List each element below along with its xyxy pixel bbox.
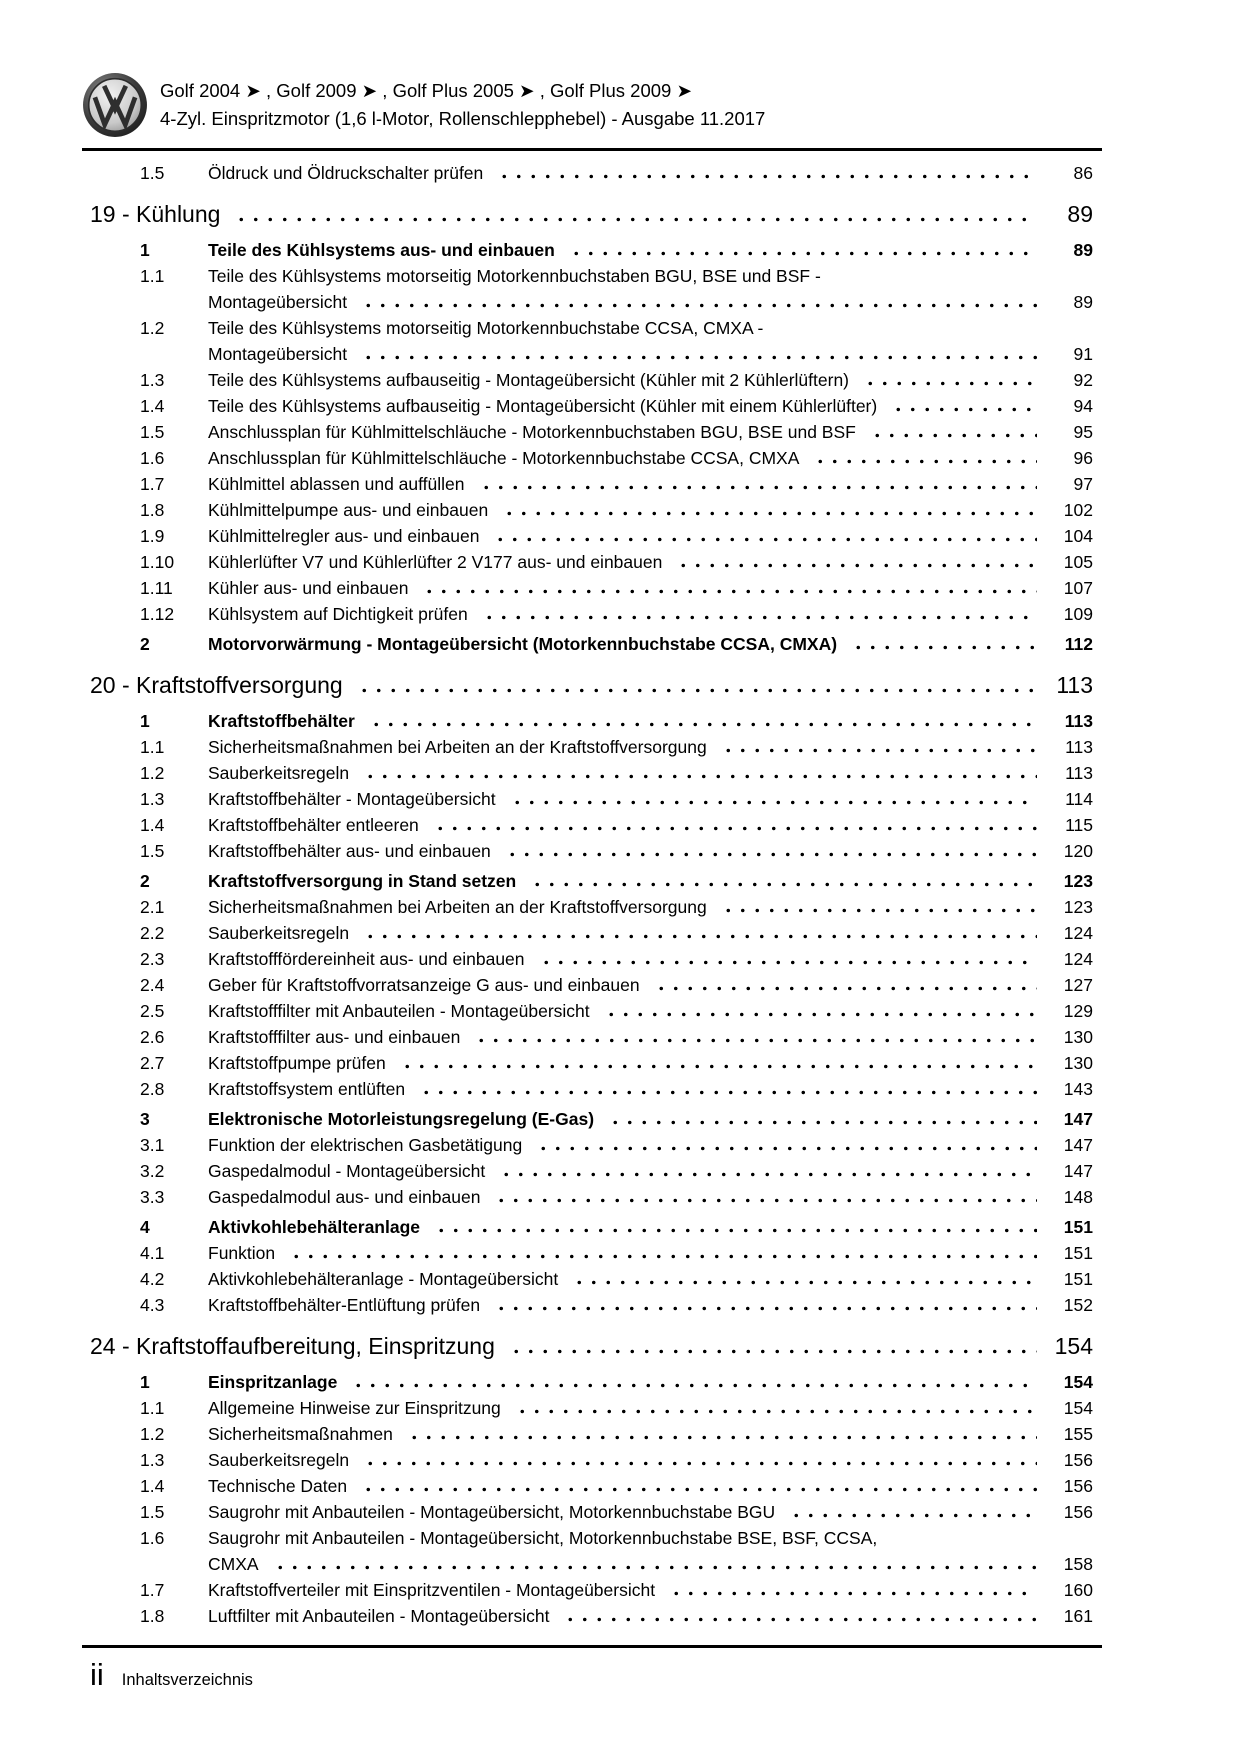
toc-page-number: 148 <box>1063 1187 1093 1207</box>
toc-entry <box>90 575 1093 601</box>
toc-entry-title: Sicherheitsmaßnahmen <box>208 1424 393 1444</box>
toc-entry-title: Kraftstoffpumpe prüfen <box>208 1053 386 1073</box>
toc-dot-leader <box>569 251 1037 256</box>
toc-entry-title: Kraftstoffbehälter entleeren <box>208 815 419 835</box>
toc-entry-continuation <box>90 289 1093 315</box>
toc-entry-number: 1.5 <box>140 163 165 183</box>
toc-dot-leader <box>539 960 1037 965</box>
toc-dot-leader <box>493 537 1037 542</box>
toc-entry-number: 1 <box>140 240 150 260</box>
toc-page-number: 152 <box>1063 1295 1093 1315</box>
toc-entry-title: Sicherheitsmaßnahmen bei Arbeiten an der Kraftstoffversorgung <box>208 737 707 757</box>
toc-dot-leader <box>434 1228 1037 1233</box>
toc-page-number: 109 <box>1063 604 1093 624</box>
toc-page-number: 113 <box>1065 763 1093 783</box>
toc-entry <box>90 734 1093 760</box>
toc-page-number: 86 <box>1073 163 1093 183</box>
toc-dot-leader <box>891 407 1037 412</box>
toc-entry-title: Allgemeine Hinweise zur Einspritzung <box>208 1398 501 1418</box>
toc-page-number: 123 <box>1063 897 1093 917</box>
toc-entry <box>90 199 1093 229</box>
toc-dot-leader <box>530 882 1037 887</box>
toc-entry-number: 2.3 <box>140 949 165 969</box>
toc-entry <box>90 998 1093 1024</box>
toc-dot-leader <box>789 1513 1037 1518</box>
toc-entry <box>90 1447 1093 1473</box>
toc-entry <box>90 1473 1093 1499</box>
toc-entry-title: Gaspedalmodul aus- und einbauen <box>208 1187 481 1207</box>
toc-entry-title: Gaspedalmodul - Montageübersicht <box>208 1161 486 1181</box>
toc-dot-leader <box>494 1198 1037 1203</box>
toc-entry <box>90 1158 1093 1184</box>
toc-entry <box>90 1050 1093 1076</box>
toc-entry-title: Saugrohr mit Anbauteilen - Montageübersicht, Motorkennbuchstabe BGU <box>208 1502 776 1522</box>
toc-entry <box>90 471 1093 497</box>
toc-page-number: 130 <box>1063 1027 1093 1047</box>
toc-dot-leader <box>361 303 1037 308</box>
toc-dot-leader <box>234 217 1037 222</box>
toc-entry-number: 2.8 <box>140 1079 165 1099</box>
toc-page-number: 151 <box>1063 1243 1093 1263</box>
page-header <box>82 72 1102 138</box>
toc-entry-title: Teile des Kühlsystems aufbauseitig - Montageübersicht (Kühler mit einem Kühlerlüfter) <box>208 396 878 416</box>
toc-entry <box>90 497 1093 523</box>
toc-entry <box>90 812 1093 838</box>
toc-entry-number: 1 <box>140 711 150 731</box>
toc-entry-title: Montageübersicht <box>208 292 348 312</box>
toc-entry-title: Geber für Kraftstoffvorratsanzeige G aus- und einbauen <box>208 975 640 995</box>
header-text <box>160 77 765 133</box>
toc-page-number: 147 <box>1063 1161 1093 1181</box>
toc-dot-leader <box>273 1565 1037 1570</box>
toc-page-number: 147 <box>1063 1135 1093 1155</box>
toc-page-number: 154 <box>1063 1398 1093 1418</box>
toc-page-number: 156 <box>1063 1476 1093 1496</box>
toc-dot-leader <box>369 722 1037 727</box>
toc-page-number: 124 <box>1063 949 1093 969</box>
toc-entry-number: 1.4 <box>140 815 165 835</box>
toc-entry-number: 2.7 <box>140 1053 165 1073</box>
toc-dot-leader <box>497 174 1037 179</box>
toc-dot-leader <box>363 774 1037 779</box>
toc-page-number: 91 <box>1073 344 1093 364</box>
toc-page-number: 154 <box>1054 1333 1093 1359</box>
toc-entry-title: Kühlsystem auf Dichtigkeit prüfen <box>208 604 468 624</box>
toc-dot-leader <box>482 615 1037 620</box>
toc-entry-title: Elektronische Motorleistungsregelung (E-Gas) <box>208 1109 595 1129</box>
toc-entry-number: 1.5 <box>140 422 165 442</box>
toc-page-number: 160 <box>1063 1580 1093 1600</box>
toc-dot-leader <box>851 645 1037 650</box>
toc-entry-number: 1.8 <box>140 500 165 520</box>
toc-entry <box>90 1214 1093 1240</box>
toc-page-number: 127 <box>1063 975 1093 995</box>
toc-dot-leader <box>419 1090 1037 1095</box>
toc-entry <box>90 263 1093 289</box>
toc-entry-number: 4.2 <box>140 1269 165 1289</box>
toc-page-number: 129 <box>1063 1001 1093 1021</box>
toc-dot-leader <box>505 852 1037 857</box>
toc-entry-title: Montageübersicht <box>208 344 348 364</box>
toc-page-number: 95 <box>1073 422 1093 442</box>
toc-entry-number: 1.7 <box>140 474 165 494</box>
toc-entry-number: 2.4 <box>140 975 165 995</box>
toc-page-number: 123 <box>1063 871 1093 891</box>
toc-entry-title: Kraftstofffilter aus- und einbauen <box>208 1027 461 1047</box>
toc-entry-title: CMXA <box>208 1554 259 1574</box>
toc-entry <box>90 1292 1093 1318</box>
folio-page-number: ii <box>90 1657 104 1692</box>
toc-entry-title: Aktivkohlebehälteranlage <box>208 1217 421 1237</box>
header-models-line: Golf 2004 ➤ , Golf 2009 ➤ , Golf Plus 2005 ➤ , Golf Plus 2009 ➤ <box>160 80 692 101</box>
toc-entry <box>90 1106 1093 1132</box>
toc-entry <box>90 1421 1093 1447</box>
toc-entry-number: 2 <box>140 634 150 654</box>
toc-page-number: 104 <box>1063 526 1093 546</box>
toc-entry <box>90 523 1093 549</box>
toc-entry-number: 3.1 <box>140 1135 165 1155</box>
toc-entry-number: 2 <box>140 871 150 891</box>
toc-dot-leader <box>363 934 1037 939</box>
toc-page-number: 112 <box>1064 634 1093 654</box>
toc-dot-leader <box>351 1383 1037 1388</box>
toc-entry-number: 1.1 <box>140 1398 165 1418</box>
toc-page-number: 89 <box>1067 201 1093 227</box>
toc-dot-leader <box>536 1146 1037 1151</box>
toc-dot-leader <box>474 1038 1037 1043</box>
toc-entry-number: 1.4 <box>140 396 165 416</box>
page-footer <box>90 1658 253 1692</box>
toc-entry-number: 1.3 <box>140 370 165 390</box>
toc-entry-title: Anschlussplan für Kühlmittelschläuche - Motorkennbuchstabe CCSA, CMXA <box>208 448 800 468</box>
toc-entry-title: Sauberkeitsregeln <box>208 923 350 943</box>
toc-dot-leader <box>499 1172 1037 1177</box>
toc-entry <box>90 1577 1093 1603</box>
toc-entry-title: Kraftstofffördereinheit aus- und einbauen <box>208 949 525 969</box>
toc-entry-number: 1.6 <box>140 1528 165 1548</box>
toc-entry-number: 1.3 <box>140 789 165 809</box>
toc-page-number: 155 <box>1063 1424 1093 1444</box>
toc-entry-number: 1.5 <box>140 841 165 861</box>
toc-entry-number: 2.6 <box>140 1027 165 1047</box>
toc-entry <box>90 1184 1093 1210</box>
toc-page-number: 92 <box>1073 370 1093 390</box>
toc-entry-number: 3.2 <box>140 1161 165 1181</box>
toc-entry-title: Kraftstoffbehälter <box>208 711 355 731</box>
toc-page-number: 94 <box>1073 396 1093 416</box>
toc-page-number: 161 <box>1063 1606 1093 1626</box>
toc-entry <box>90 1076 1093 1102</box>
toc-entry-number: 1.5 <box>140 1502 165 1522</box>
toc-dot-leader <box>479 485 1037 490</box>
toc-dot-leader <box>400 1064 1037 1069</box>
vw-logo <box>82 72 148 138</box>
toc-page-number: 114 <box>1065 789 1093 809</box>
toc-entry <box>90 1525 1093 1551</box>
toc-entry-title: Öldruck und Öldruckschalter prüfen <box>208 163 484 183</box>
toc-dot-leader <box>572 1280 1037 1285</box>
toc-page-number: 130 <box>1063 1053 1093 1073</box>
toc-dot-leader <box>509 1349 1037 1354</box>
toc-entry-number: 4 <box>140 1217 150 1237</box>
toc-dot-leader <box>422 589 1037 594</box>
toc-entry <box>90 1132 1093 1158</box>
toc-entry-title: Saugrohr mit Anbauteilen - Montageübersicht, Motorkennbuchstabe BSE, BSF, CCSA, <box>208 1528 878 1548</box>
toc-page-number: 143 <box>1063 1079 1093 1099</box>
toc-page-number: 97 <box>1073 474 1093 494</box>
toc-entry <box>90 670 1093 700</box>
toc-entry <box>90 367 1093 393</box>
toc-dot-leader <box>361 1487 1037 1492</box>
toc-entry-title: Kühlmittel ablassen und auffüllen <box>208 474 465 494</box>
toc-entry-continuation <box>90 1551 1093 1577</box>
toc-entry-number: 1.2 <box>140 1424 165 1444</box>
toc-entry-title: Kraftstoffverteiler mit Einspritzventilen - Montageübersicht <box>208 1580 656 1600</box>
toc-entry-number: 1.8 <box>140 1606 165 1626</box>
toc-entry-title: 24 - Kraftstoffaufbereitung, Einspritzung <box>90 1333 495 1359</box>
header-subtitle-line: 4-Zyl. Einspritzmotor (1,6 l-Motor, Rollenschlepphebel) - Ausgabe 11.2017 <box>160 108 766 129</box>
toc-page-number: 151 <box>1063 1269 1093 1289</box>
toc-entry <box>90 1499 1093 1525</box>
toc-entry-title: Sauberkeitsregeln <box>208 1450 350 1470</box>
toc-dot-leader <box>494 1306 1037 1311</box>
toc-entry-number: 1.2 <box>140 318 165 338</box>
toc-entry-number: 1.3 <box>140 1450 165 1470</box>
toc-entry <box>90 393 1093 419</box>
toc-entry <box>90 708 1093 734</box>
toc-entry-number: 4.3 <box>140 1295 165 1315</box>
toc-entry-title: Sicherheitsmaßnahmen bei Arbeiten an der Kraftstoffversorgung <box>208 897 707 917</box>
toc-entry-number: 1.9 <box>140 526 165 546</box>
toc-page-number: 113 <box>1064 711 1093 731</box>
toc-entry-continuation <box>90 341 1093 367</box>
toc-dot-leader <box>721 748 1037 753</box>
toc-entry-title: Kühlmittelpumpe aus- und einbauen <box>208 500 489 520</box>
header-rule <box>82 148 1102 151</box>
toc-entry-number: 1.6 <box>140 448 165 468</box>
toc-entry <box>90 1266 1093 1292</box>
toc-entry <box>90 972 1093 998</box>
toc-dot-leader <box>407 1435 1037 1440</box>
toc-entry <box>90 549 1093 575</box>
toc-entry-title: Kraftstofffilter mit Anbauteilen - Montageübersicht <box>208 1001 590 1021</box>
toc-dot-leader <box>510 800 1037 805</box>
toc-entry-number: 3 <box>140 1109 150 1129</box>
toc-entry <box>90 445 1093 471</box>
toc-entry <box>90 160 1093 186</box>
toc-page-number: 156 <box>1063 1502 1093 1522</box>
toc-entry-title: Kraftstoffbehälter aus- und einbauen <box>208 841 491 861</box>
toc-dot-leader <box>357 688 1037 693</box>
toc-entry-number: 2.5 <box>140 1001 165 1021</box>
toc-entry-title: Kühlmittelregler aus- und einbauen <box>208 526 480 546</box>
toc-entry <box>90 601 1093 627</box>
toc-dot-leader <box>604 1012 1037 1017</box>
toc-entry-title: 19 - Kühlung <box>90 201 221 227</box>
toc-entry <box>90 920 1093 946</box>
toc-dot-leader <box>721 908 1037 913</box>
toc-entry-number: 2.2 <box>140 923 165 943</box>
toc-entry <box>90 1331 1093 1361</box>
toc-entry-number: 1.1 <box>140 266 165 286</box>
toc-entry-number: 1 <box>140 1372 150 1392</box>
toc-entry-number: 3.3 <box>140 1187 165 1207</box>
toc-entry-number: 1.1 <box>140 737 165 757</box>
toc-entry-title: Kühlerlüfter V7 und Kühlerlüfter 2 V177 aus- und einbauen <box>208 552 663 572</box>
toc-page-number: 147 <box>1063 1109 1093 1129</box>
toc-page-number: 115 <box>1065 815 1093 835</box>
toc-page-number: 89 <box>1073 240 1093 260</box>
toc-entry-number: 1.4 <box>140 1476 165 1496</box>
toc-entry <box>90 1395 1093 1421</box>
toc-entry <box>90 631 1093 657</box>
toc-dot-leader <box>563 1617 1037 1622</box>
toc-entry-title: Kraftstoffversorgung in Stand setzen <box>208 871 517 891</box>
toc-entry <box>90 1024 1093 1050</box>
toc-page-number: 107 <box>1063 578 1093 598</box>
toc-entry-title: Teile des Kühlsystems motorseitig Motorkennbuchstabe CCSA, CMXA - <box>208 318 764 338</box>
toc-entry-title: Kraftstoffsystem entlüften <box>208 1079 406 1099</box>
toc-page-number: 156 <box>1063 1450 1093 1470</box>
toc-dot-leader <box>363 1461 1037 1466</box>
toc-entry-number: 1.11 <box>140 578 173 598</box>
toc-dot-leader <box>608 1120 1037 1125</box>
toc-page-number: 113 <box>1065 737 1093 757</box>
toc-page-number: 120 <box>1063 841 1093 861</box>
toc-entry <box>90 1369 1093 1395</box>
toc-entry-title: Einspritzanlage <box>208 1372 338 1392</box>
toc-dot-leader <box>289 1254 1037 1259</box>
toc-entry <box>90 786 1093 812</box>
toc-list <box>90 160 1093 1629</box>
toc-dot-leader <box>515 1409 1037 1414</box>
footer-rule <box>82 1645 1102 1648</box>
toc-dot-leader <box>433 826 1037 831</box>
toc-entry-title: Kraftstoffbehälter - Montageübersicht <box>208 789 496 809</box>
toc-entry <box>90 946 1093 972</box>
toc-entry <box>90 419 1093 445</box>
toc-entry-title: Teile des Kühlsystems aus- und einbauen <box>208 240 555 260</box>
toc-entry-title: Kraftstoffbehälter-Entlüftung prüfen <box>208 1295 481 1315</box>
toc-entry-title: Motorvorwärmung - Montageübersicht (Motorkennbuchstabe CCSA, CMXA) <box>208 634 838 654</box>
toc-page-number: 158 <box>1063 1554 1093 1574</box>
toc-entry-title: Kühler aus- und einbauen <box>208 578 409 598</box>
toc-page-number: 96 <box>1073 448 1093 468</box>
toc-page-number: 89 <box>1073 292 1093 312</box>
toc-entry-title: Luftfilter mit Anbauteilen - Montageübersicht <box>208 1606 550 1626</box>
toc-dot-leader <box>863 381 1037 386</box>
toc-entry-number: 1.10 <box>140 552 175 572</box>
toc-entry <box>90 315 1093 341</box>
toc-dot-leader <box>870 433 1037 438</box>
toc-entry <box>90 760 1093 786</box>
toc-entry-title: Aktivkohlebehälteranlage - Montageübersicht <box>208 1269 559 1289</box>
toc-entry <box>90 1240 1093 1266</box>
toc-entry <box>90 868 1093 894</box>
toc-dot-leader <box>502 511 1037 516</box>
toc-entry-title: 20 - Kraftstoffversorgung <box>90 672 343 698</box>
toc-entry-title: Technische Daten <box>208 1476 348 1496</box>
toc-entry <box>90 894 1093 920</box>
toc-page-number: 154 <box>1063 1372 1093 1392</box>
toc-page-number: 124 <box>1063 923 1093 943</box>
toc-entry-number: 4.1 <box>140 1243 165 1263</box>
toc-dot-leader <box>654 986 1037 991</box>
toc-entry-title: Anschlussplan für Kühlmittelschläuche - Motorkennbuchstaben BGU, BSE und BSF <box>208 422 856 442</box>
folio-label: Inhaltsverzeichnis <box>121 1671 253 1689</box>
toc-entry-number: 1.12 <box>140 604 175 624</box>
toc-entry-number: 1.2 <box>140 763 165 783</box>
toc-entry-title: Teile des Kühlsystems motorseitig Motorkennbuchstaben BGU, BSE und BSF - <box>208 266 821 286</box>
toc-entry-number: 1.7 <box>140 1580 165 1600</box>
toc-entry-title: Funktion <box>208 1243 276 1263</box>
toc-entry-title: Sauberkeitsregeln <box>208 763 350 783</box>
toc-entry-title: Funktion der elektrischen Gasbetätigung <box>208 1135 523 1155</box>
toc-page-number: 113 <box>1056 672 1093 698</box>
toc-dot-leader <box>669 1591 1037 1596</box>
toc-entry-number: 2.1 <box>140 897 165 917</box>
toc-entry-title: Teile des Kühlsystems aufbauseitig - Montageübersicht (Kühler mit 2 Kühlerlüftern) <box>208 370 850 390</box>
toc-page-number: 151 <box>1063 1217 1093 1237</box>
toc-entry <box>90 838 1093 864</box>
toc-entry <box>90 1603 1093 1629</box>
toc-dot-leader <box>676 563 1037 568</box>
toc-dot-leader <box>361 355 1037 360</box>
toc-entry <box>90 237 1093 263</box>
toc-dot-leader <box>813 459 1037 464</box>
toc-page-number: 105 <box>1063 552 1093 572</box>
toc-page-number: 102 <box>1063 500 1093 520</box>
